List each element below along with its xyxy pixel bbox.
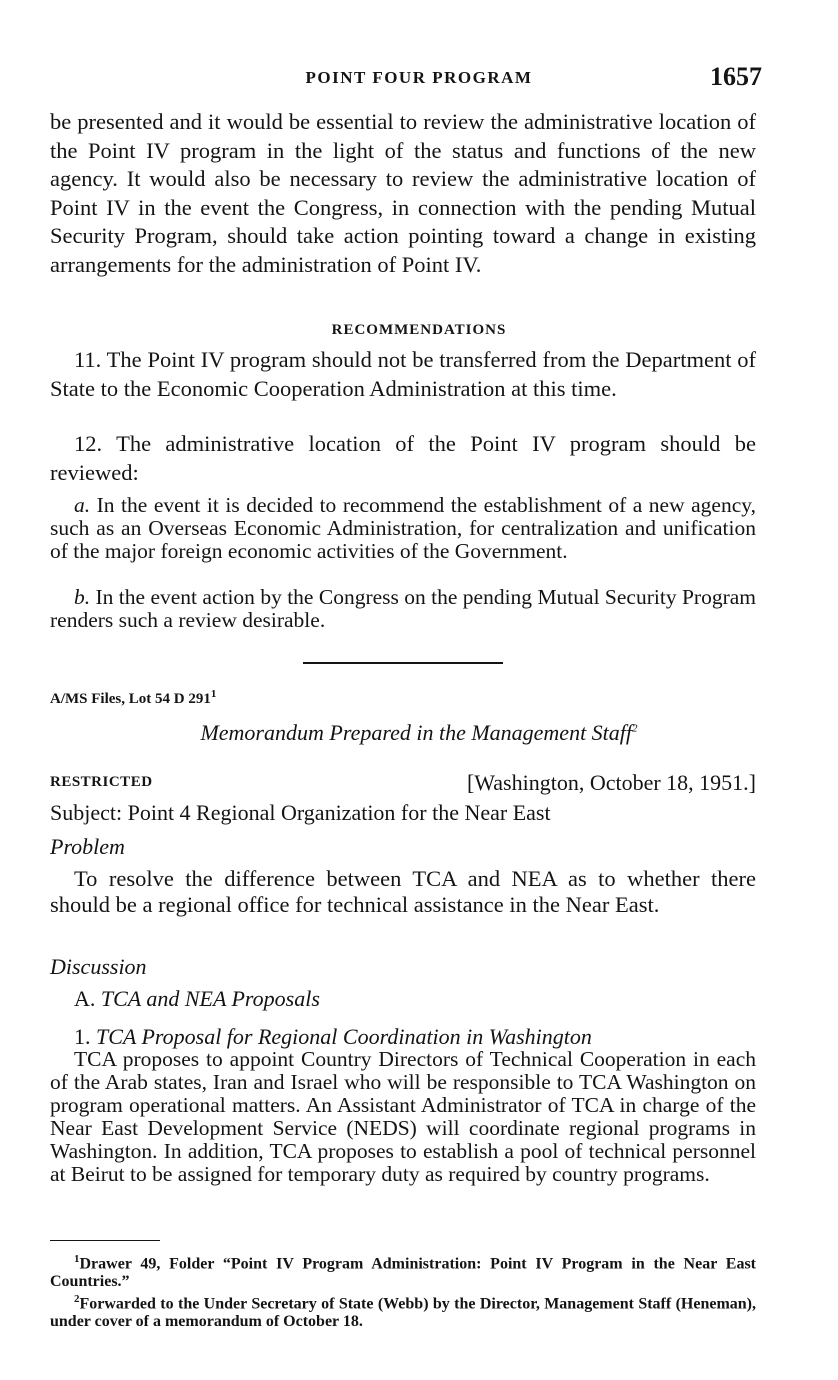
footnote-rule (50, 1240, 160, 1241)
footnote-1-text: Drawer 49, Folder “Point IV Program Administration: Point IV Program in the Near East Countries.” (50, 1255, 756, 1291)
file-reference (50, 688, 216, 708)
section-a-title: TCA and NEA Proposals (100, 986, 320, 1011)
discussion-heading: Discussion (50, 954, 147, 979)
recommendation-12-a (50, 494, 756, 563)
page-number: 1657 (710, 62, 762, 91)
section-divider (303, 662, 503, 664)
dateline: [Washington, October 18, 1951.] (466, 770, 756, 795)
item-1-number: 1. (74, 1024, 96, 1049)
running-title: POINT FOUR PROGRAM (305, 68, 533, 87)
recommendation-11: 11. The Point IV program should not be transferred from the Department of State to the Economic Cooperation Administration at this time. (50, 347, 756, 401)
file-reference-text: A/MS Files, Lot 54 D 291 (50, 691, 211, 707)
memo-title (0, 720, 838, 746)
footnote-2 (50, 1290, 756, 1331)
recommendation-12-b (50, 586, 756, 632)
section-a-heading (50, 986, 756, 1012)
sub-b-text: In the event action by the Congress on the pending Mutual Security Program renders such a review desirable. (50, 585, 757, 632)
footnote-2-mark: 2 (74, 1293, 80, 1305)
intro-paragraph: be presented and it would be essential to review the administrative location of the Point IV program in the light of the status and functions of the new agency. It would also be necessary to review the administrative location of Point IV in the event the Congress, in connection with the pending Mutual Security Program, should take action pointing toward a change in existing arrangements for the administration of Point IV. (50, 109, 756, 277)
memo-title-text: Memorandum Prepared in the Management Staff (200, 720, 633, 745)
sub-a-text: In the event it is decided to recommend the establishment of a new agency, such as an Overseas Economic Administration, for centralization and unification of the major foreign economic activities of the Government. (50, 493, 756, 563)
footnote-mark-2: 2 (632, 722, 638, 735)
footnote-2-text: Forwarded to the Under Secretary of State (Webb) by the Director, Management Staff (Heneman), under cover of a memorandum of October 18. (50, 1295, 756, 1331)
subject-line: Subject: Point 4 Regional Organization for the Near East (50, 800, 551, 825)
footnote-1 (50, 1250, 756, 1291)
problem-text: To resolve the difference between TCA and NEA as to whether there should be a regional office for technical assistance in the Near East. (50, 866, 756, 917)
footnote-1-mark: 1 (74, 1253, 80, 1265)
classification-label: RESTRICTED (50, 774, 153, 790)
item-1-title: TCA Proposal for Regional Coordination in Washington (96, 1024, 592, 1049)
recommendations-heading: RECOMMENDATIONS (331, 322, 507, 338)
footnote-mark-1: 1 (210, 688, 217, 700)
problem-heading: Problem (50, 834, 125, 859)
section-a-label: A. (74, 986, 101, 1011)
sub-b-label: b. (74, 585, 91, 609)
item-1-text: TCA proposes to appoint Country Directors of Technical Cooperation in each of the Arab states, Iran and Israel who will be responsible to TCA Washington on program operational matters. An Assistant Administrator of TCA in charge of the Near East Development Service (NEDS) will coordinate regional programs in Washington. In addition, TCA proposes to establish a pool of technical personnel at Beirut to be assigned for temporary duty as required by country programs. (50, 1047, 756, 1186)
sub-a-label: a. (74, 493, 91, 517)
recommendation-12: 12. The administrative location of the Point IV program should be reviewed: (50, 431, 756, 485)
